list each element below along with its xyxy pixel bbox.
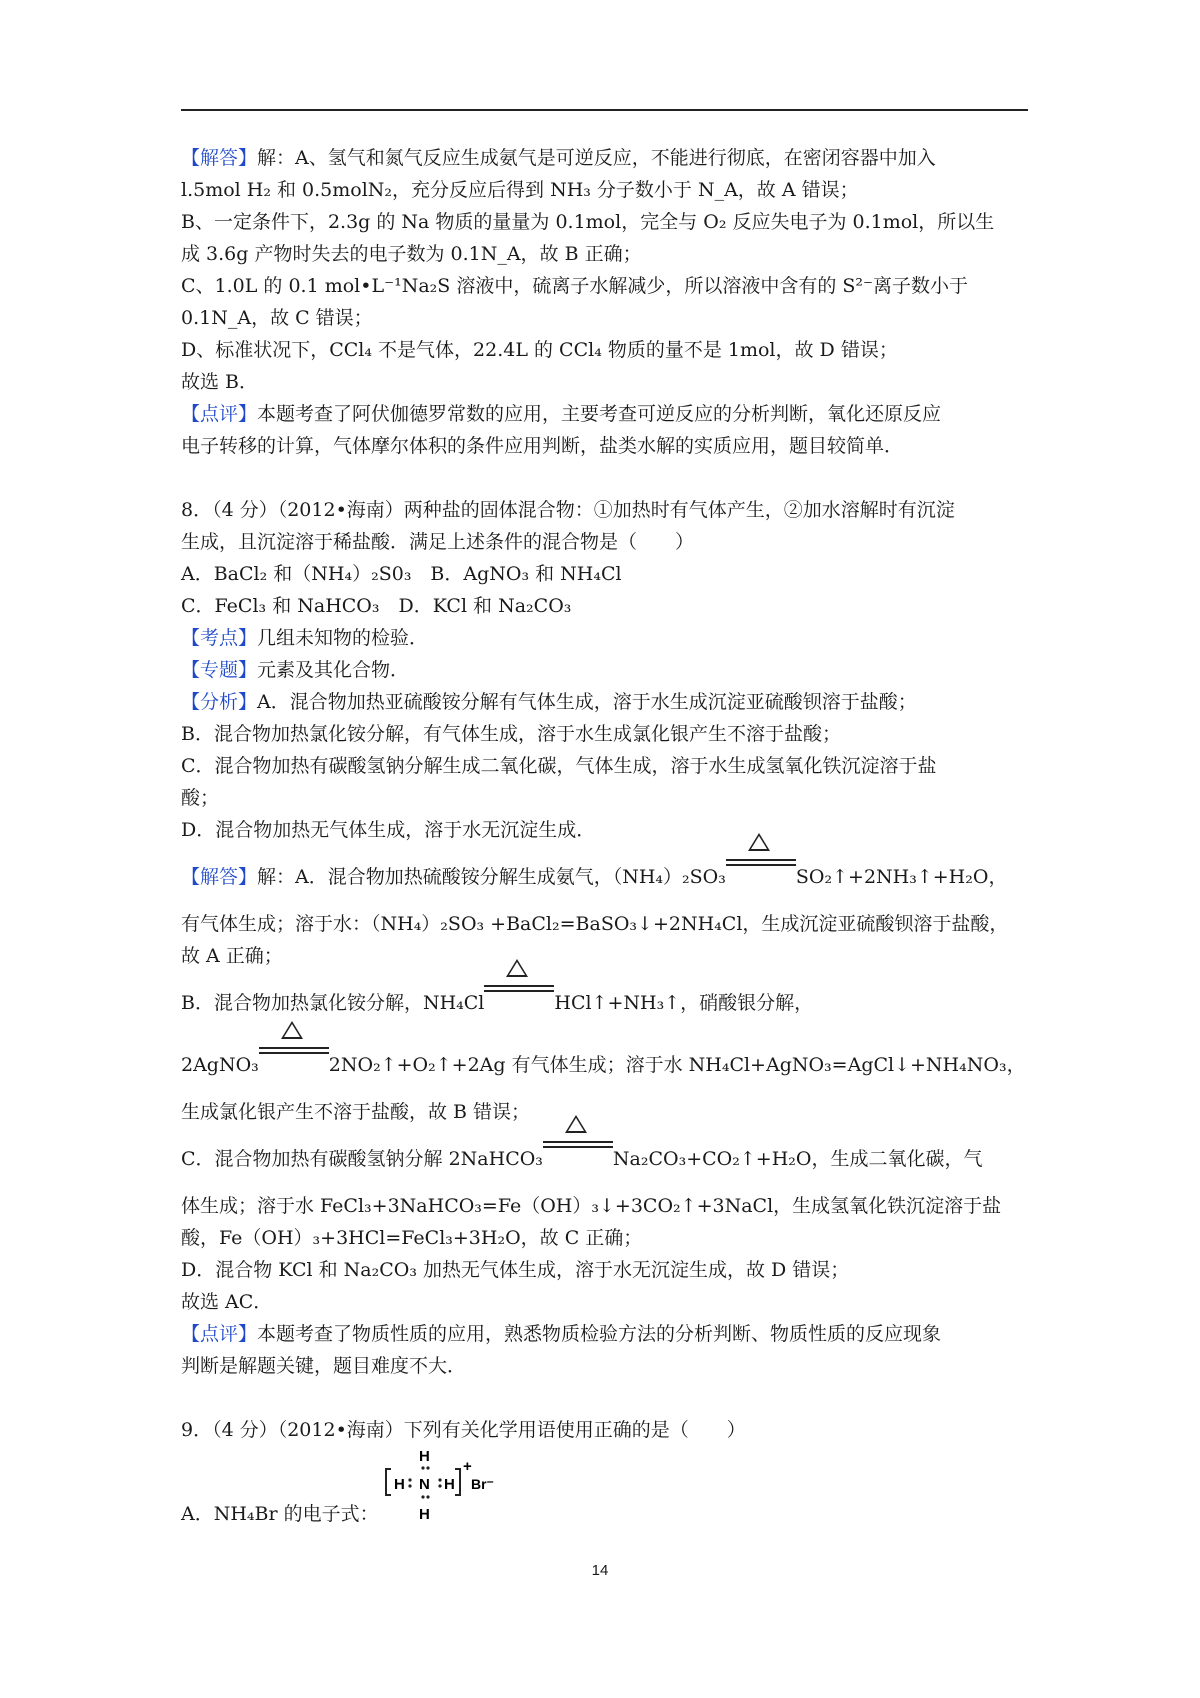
text-line: 成 3.6g 产物时失去的电子数为 0.1N_A，故 B 正确；	[181, 243, 642, 265]
text-line: 电子转移的计算，气体摩尔体积的条件应用判断，盐类水解的实质应用，题目较简单．	[181, 435, 904, 457]
text-line: 故选 B．	[181, 371, 259, 393]
n-atom: N	[418, 1476, 430, 1493]
comment-tag: 【点评】	[181, 403, 258, 425]
charge-plus: +	[462, 1458, 472, 1475]
text-line	[181, 1034, 1031, 1096]
question-9-stem: 9．（4 分）（2012•海南）下列有关化学用语使用正确的是（ ）	[181, 1419, 746, 1441]
text-line	[181, 846, 1031, 908]
text-line	[181, 398, 1031, 430]
text: 元素及其化合物．	[257, 659, 410, 681]
text-line: 判断是解题关键，题目难度不大．	[181, 1355, 467, 1377]
text-line: B．混合物加热氯化铵分解，有气体生成，溶于水生成氯化银产生不溶于盐酸；	[181, 723, 841, 745]
topic-tag: 【专题】	[181, 659, 258, 681]
text-line: 有气体生成；溶于水：（NH₄）₂SO₃ +BaCl₂=BaSO₃↓+2NH₄Cl，生成沉淀亚硫酸钡溶于盐酸，	[181, 913, 1009, 935]
text-line: D、标准状况下，CCl₄ 不是气体，22.4L 的 CCl₄ 物质的量不是 1mol，故 D 错误；	[181, 339, 898, 361]
heat-arrow-icon	[484, 989, 554, 1009]
h-left: H	[393, 1476, 405, 1493]
analysis-tag: 【分析】	[181, 691, 258, 713]
text-line: 0.1N_A，故 C 错误；	[181, 307, 373, 329]
text-line	[181, 1318, 1031, 1350]
text: 解：A．混合物加热硫酸铵分解生成氨气，（NH₄）₂SO₃	[257, 866, 726, 888]
question-8-options: A．BaCl₂ 和（NH₄）₂S0₃ B．AgNO₃ 和 NH₄Cl	[181, 563, 622, 585]
text-line	[181, 1128, 1031, 1190]
lewis-structure-svg	[383, 1447, 503, 1527]
text: A．NH₄Br 的电子式：	[181, 1503, 379, 1525]
text-line: l.5mol H₂ 和 0.5molN₂，充分反应后得到 NH₃ 分子数小于 N_A，故 A 错误；	[181, 179, 859, 201]
header-rule	[181, 109, 1028, 111]
heat-arrow-icon	[726, 863, 796, 883]
h-right: H	[443, 1476, 455, 1493]
text-line	[181, 142, 1031, 174]
answer-tag: 【解答】	[181, 147, 258, 169]
text-line: D．混合物 KCl 和 Na₂CO₃ 加热无气体生成，溶于水无沉淀生成，故 D 错误；	[181, 1259, 850, 1281]
page-number: 14	[591, 1562, 609, 1579]
heat-arrow-icon	[259, 1051, 329, 1071]
text-line: B、一定条件下，2.3g 的 Na 物质的量量为 0.1mol，完全与 O₂ 反应失电子为 0.1mol，所以生	[181, 211, 995, 233]
text-line: 酸，Fe（OH）₃+3HCl=FeCl₃+3H₂O，故 C 正确；	[181, 1227, 643, 1249]
text: 本题考查了阿伏伽德罗常数的应用，主要考查可逆反应的分析判断，氧化还原反应	[257, 403, 942, 425]
anion-label: Br⁻	[470, 1476, 494, 1492]
heat-arrow-icon	[543, 1145, 613, 1165]
electron-structure-figure	[383, 1447, 503, 1527]
text-line: 故选 AC．	[181, 1291, 273, 1313]
h-bottom: H	[418, 1506, 430, 1523]
text: B．混合物加热氯化铵分解，NH₄Cl	[181, 992, 485, 1014]
text-line: C、1.0L 的 0.1 mol•L⁻¹Na₂S 溶液中，硫离子水解减少，所以溶液中含有的 S²⁻离子数小于	[181, 275, 969, 297]
text-line: 故 A 正确；	[181, 945, 283, 967]
question-8-stem: 8．（4 分）（2012•海南）两种盐的固体混合物：①加热时有气体产生，②加水溶解时有沉淀	[181, 499, 955, 521]
answer-tag: 【解答】	[181, 866, 258, 888]
text: 解：A、氢气和氮气反应生成氨气是可逆反应，不能进行彻底，在密闭容器中加入	[257, 147, 936, 169]
text-line: D．混合物加热无气体生成，溶于水无沉淀生成．	[181, 819, 596, 841]
text: A．混合物加热亚硫酸铵分解有气体生成，溶于水生成沉淀亚硫酸钡溶于盐酸；	[257, 691, 917, 713]
text: HCl↑+NH₃↑，硝酸银分解，	[554, 992, 814, 1014]
text: 2NO₂↑+O₂↑+2Ag 有气体生成；溶于水 NH₄Cl+AgNO₃=AgCl↓+NH₄NO₃，	[328, 1054, 1026, 1076]
text-line	[181, 686, 1031, 718]
text-line: 体生成；溶于水 FeCl₃+3NaHCO₃=Fe（OH）₃↓+3CO₂↑+3NaCl，生成氢氧化铁沉淀溶于盐	[181, 1195, 1002, 1217]
text-line: C．混合物加热有碳酸氢钠分解生成二氧化碳，气体生成，溶于水生成氢氧化铁沉淀溶于盐	[181, 755, 937, 777]
question-8-options: C．FeCl₃ 和 NaHCO₃ D．KCl 和 Na₂CO₃	[181, 595, 572, 617]
spacer	[181, 462, 1031, 494]
text-line: 生成氯化银产生不溶于盐酸，故 B 错误；	[181, 1101, 531, 1123]
text-line	[181, 622, 1031, 654]
question-8-stem: 生成，且沉淀溶于稀盐酸．满足上述条件的混合物是（ ）	[181, 531, 695, 553]
text: C．混合物加热有碳酸氢钠分解 2NaHCO₃	[181, 1148, 543, 1170]
question-9-option-a	[181, 1448, 1031, 1540]
comment-tag: 【点评】	[181, 1323, 258, 1345]
text: Na₂CO₃+CO₂↑+H₂O，生成二氧化碳，气	[612, 1148, 983, 1170]
text-line: 酸；	[181, 787, 220, 809]
h-top: H	[418, 1448, 430, 1465]
text: 本题考查了物质性质的应用，熟悉物质检验方法的分析判断、物质性质的反应现象	[257, 1323, 942, 1345]
spacer	[181, 1382, 1031, 1414]
text-line	[181, 972, 1031, 1034]
text: 几组未知物的检验．	[257, 627, 429, 649]
text: 2AgNO₃	[181, 1054, 259, 1076]
text: SO₂↑+2NH₃↑+H₂O，	[795, 866, 1008, 888]
point-tag: 【考点】	[181, 627, 258, 649]
page-content	[181, 142, 1031, 1526]
text-line	[181, 654, 1031, 686]
